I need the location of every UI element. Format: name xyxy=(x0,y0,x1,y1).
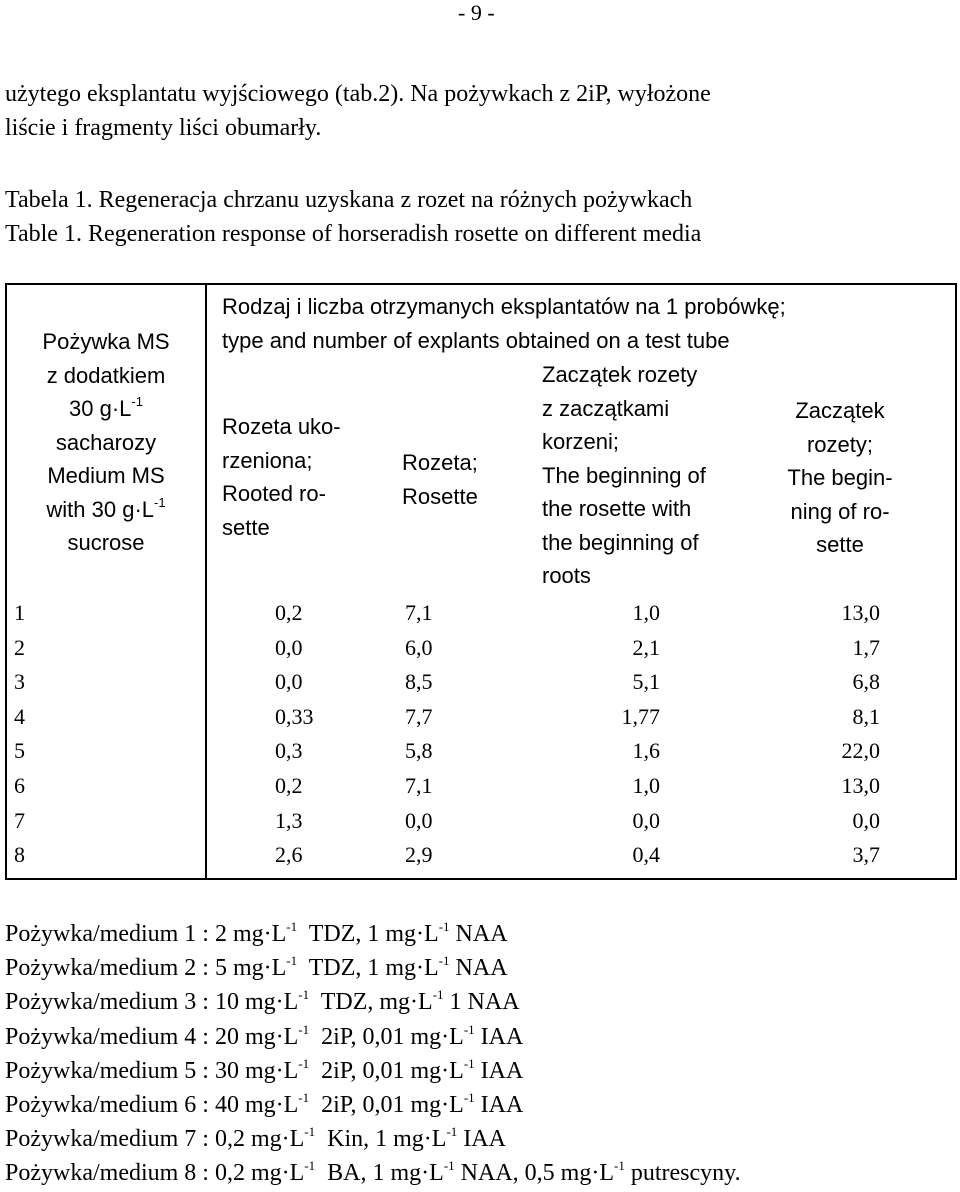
medium-header-line xyxy=(7,493,205,527)
footnote-text: NAA, 0,5 mg·L xyxy=(454,1160,614,1187)
footnote-text: putrescyny. xyxy=(624,1160,741,1187)
footnote-text: Pożywka/medium 6 : 40 mg·L xyxy=(5,1092,299,1118)
cell-medium: 6 xyxy=(14,773,25,798)
footnote-line xyxy=(5,1159,741,1187)
medium-header-line xyxy=(7,392,205,426)
table-row xyxy=(0,840,960,875)
footnote-line xyxy=(5,920,508,948)
header-line: sette xyxy=(222,514,270,540)
footnote-line xyxy=(5,1125,506,1153)
header-line: the beginning of xyxy=(542,529,699,555)
medium-header-unit: 30 g·L xyxy=(69,396,132,421)
col-header-begin xyxy=(770,394,910,562)
group-header xyxy=(222,290,786,357)
footnote-text: 1 NAA xyxy=(443,989,520,1016)
cell-rosette: 7,7 xyxy=(405,703,433,729)
header-line: Rosette xyxy=(402,483,478,509)
cell-rooted: 0,2 xyxy=(275,600,303,625)
superscript: -1 xyxy=(446,1124,458,1140)
header-line: The beginning of xyxy=(542,462,706,488)
header-line: rzeniona; xyxy=(222,447,313,473)
header-line: z zaczątkami xyxy=(542,395,670,421)
table-row xyxy=(0,806,960,841)
superscript: -1 xyxy=(463,1090,475,1105)
table-row xyxy=(0,702,960,737)
footnote-line xyxy=(5,1057,523,1085)
superscript: -1 xyxy=(438,919,450,934)
cell-medium: 1 xyxy=(14,600,25,625)
superscript: -1 xyxy=(298,1055,310,1071)
footnote-text: 2iP, 0,01 mg·L xyxy=(309,1092,464,1118)
footnote-text: Pożywka/medium 1 : 2 mg·L xyxy=(5,921,287,947)
cell-begin: 13,0 xyxy=(841,600,880,625)
cell-rosette: 0,0 xyxy=(405,807,433,833)
medium-header xyxy=(7,325,205,560)
cell-begin: 13,0 xyxy=(841,773,880,798)
intro-line-2: liście i fragmenty liści obumarły. xyxy=(5,115,322,141)
footnote-line xyxy=(5,954,508,982)
medium-header-line: sucrose xyxy=(67,530,145,555)
superscript: -1 xyxy=(438,953,450,969)
header-line: Rooted ro- xyxy=(222,481,326,506)
superscript: -1 xyxy=(463,1021,475,1037)
footnote-line xyxy=(5,1091,523,1119)
cell-roots: 1,6 xyxy=(632,738,660,764)
cell-rooted: 1,3 xyxy=(275,807,303,833)
header-line: The begin- xyxy=(787,465,893,490)
superscript: -1 xyxy=(298,1021,310,1037)
cell-rosette: 7,1 xyxy=(405,773,433,798)
table-row xyxy=(0,667,960,702)
superscript: -1 xyxy=(298,987,310,1003)
cell-begin: 8,1 xyxy=(852,703,880,729)
cell-medium: 2 xyxy=(14,634,25,660)
superscript: -1 xyxy=(286,919,298,934)
cell-roots: 0,0 xyxy=(632,807,660,833)
footnote-line xyxy=(5,988,520,1016)
medium-header-unit: with 30 g·L xyxy=(46,496,155,522)
cell-rosette: 8,5 xyxy=(405,669,433,695)
cell-begin: 3,7 xyxy=(852,842,880,868)
footnote-text: Pożywka/medium 2 : 5 mg·L xyxy=(5,955,287,982)
header-line: roots xyxy=(542,563,591,588)
footnote-text: NAA xyxy=(449,955,508,982)
cell-begin: 22,0 xyxy=(841,738,880,764)
cell-medium: 4 xyxy=(14,703,25,729)
header-line: Rozeta; xyxy=(402,450,478,475)
table-row xyxy=(0,598,960,633)
footnote-text: BA, 1 mg·L xyxy=(315,1160,444,1187)
medium-header-line: sacharozy xyxy=(55,429,157,455)
cell-medium: 3 xyxy=(14,669,25,695)
cell-roots: 1,0 xyxy=(632,773,660,798)
superscript: -1 xyxy=(304,1158,316,1174)
cell-roots: 1,77 xyxy=(621,703,660,729)
cell-roots: 1,0 xyxy=(632,600,660,625)
footnote-text: Pożywka/medium 8 : 0,2 mg·L xyxy=(5,1160,305,1187)
cell-roots: 0,4 xyxy=(632,842,660,868)
medium-header-line: Pożywka MS xyxy=(42,329,170,354)
table-row xyxy=(0,633,960,668)
group-header-line: Rodzaj i liczba otrzymanych eksplantatów na 1 probówkę; xyxy=(222,294,786,319)
table-caption-pl: Tabela 1. Regeneracja chrzanu uzyskana z rozet na różnych pożywkach xyxy=(5,187,693,213)
header-line: ning of ro- xyxy=(790,498,890,524)
footnote-text: Pożywka/medium 3 : 10 mg·L xyxy=(5,989,299,1016)
table-caption-en: Table 1. Regeneration response of horseradish rosette on different media xyxy=(5,221,702,247)
footnote-text: IAA xyxy=(474,1057,524,1084)
header-line: Rozeta uko- xyxy=(222,414,341,439)
superscript: -1 xyxy=(131,394,143,409)
footnote-line xyxy=(5,1023,523,1051)
cell-rosette: 7,1 xyxy=(405,600,433,625)
superscript: -1 xyxy=(154,494,166,510)
superscript: -1 xyxy=(432,987,444,1003)
page-number: - 9 - xyxy=(458,0,495,25)
header-line: sette xyxy=(816,532,864,557)
medium-header-line: z dodatkiem xyxy=(46,362,166,388)
table-row xyxy=(0,771,960,806)
cell-rosette: 2,9 xyxy=(405,842,433,868)
cell-medium: 7 xyxy=(14,807,25,833)
cell-begin: 0,0 xyxy=(852,807,880,833)
footnote-text: Pożywka/medium 4 : 20 mg·L xyxy=(5,1023,299,1050)
footnote-text: 2iP, 0,01 mg·L xyxy=(309,1057,464,1084)
superscript: -1 xyxy=(304,1124,316,1140)
col-header-roots xyxy=(542,358,706,593)
cell-medium: 5 xyxy=(14,738,25,764)
superscript: -1 xyxy=(298,1090,310,1105)
col-header-rooted xyxy=(222,410,341,544)
footnote-text: TDZ, 1 mg·L xyxy=(297,921,439,947)
col-header-rosette xyxy=(402,446,478,513)
header-line: the rosette with xyxy=(542,496,692,521)
cell-rooted: 0,33 xyxy=(275,703,314,729)
cell-rooted: 0,2 xyxy=(275,773,303,798)
cell-rosette: 5,8 xyxy=(405,738,433,764)
header-line: rozety; xyxy=(806,431,874,457)
footnote-text: TDZ, 1 mg·L xyxy=(297,955,439,982)
cell-begin: 6,8 xyxy=(852,669,880,695)
footnote-text: IAA xyxy=(474,1092,524,1118)
footnote-text: Kin, 1 mg·L xyxy=(315,1126,447,1153)
superscript: -1 xyxy=(443,1158,455,1174)
cell-rosette: 6,0 xyxy=(405,634,433,660)
cell-medium: 8 xyxy=(14,842,25,868)
footnote-text: IAA xyxy=(457,1126,506,1153)
cell-rooted: 0,0 xyxy=(275,669,303,695)
cell-rooted: 2,6 xyxy=(275,842,303,868)
cell-roots: 2,1 xyxy=(632,634,660,660)
footnote-text: Pożywka/medium 7 : 0,2 mg·L xyxy=(5,1126,305,1153)
footnote-text: TDZ, mg·L xyxy=(309,989,433,1016)
footnote-text: Pożywka/medium 5 : 30 mg·L xyxy=(5,1057,299,1084)
cell-rooted: 0,3 xyxy=(275,738,303,764)
cell-roots: 5,1 xyxy=(632,669,660,695)
cell-begin: 1,7 xyxy=(852,634,880,660)
group-header-line: type and number of explants obtained on a test tube xyxy=(222,327,730,353)
medium-header-line: Medium MS xyxy=(47,463,165,488)
superscript: -1 xyxy=(613,1158,625,1174)
header-line: Zaczątek rozety xyxy=(542,362,698,387)
table-row xyxy=(0,736,960,771)
footnote-text: 2iP, 0,01 mg·L xyxy=(309,1023,464,1050)
cell-rooted: 0,0 xyxy=(275,634,303,660)
header-line: Zaczątek xyxy=(795,398,885,423)
header-line: korzeni; xyxy=(542,429,620,454)
intro-line-1: użytego eksplantatu wyjściowego (tab.2). Na pożywkach z 2iP, wyłożone xyxy=(5,81,711,107)
superscript: -1 xyxy=(286,953,298,969)
superscript: -1 xyxy=(463,1055,475,1071)
footnote-text: NAA xyxy=(449,921,508,947)
footnote-text: IAA xyxy=(474,1023,524,1050)
